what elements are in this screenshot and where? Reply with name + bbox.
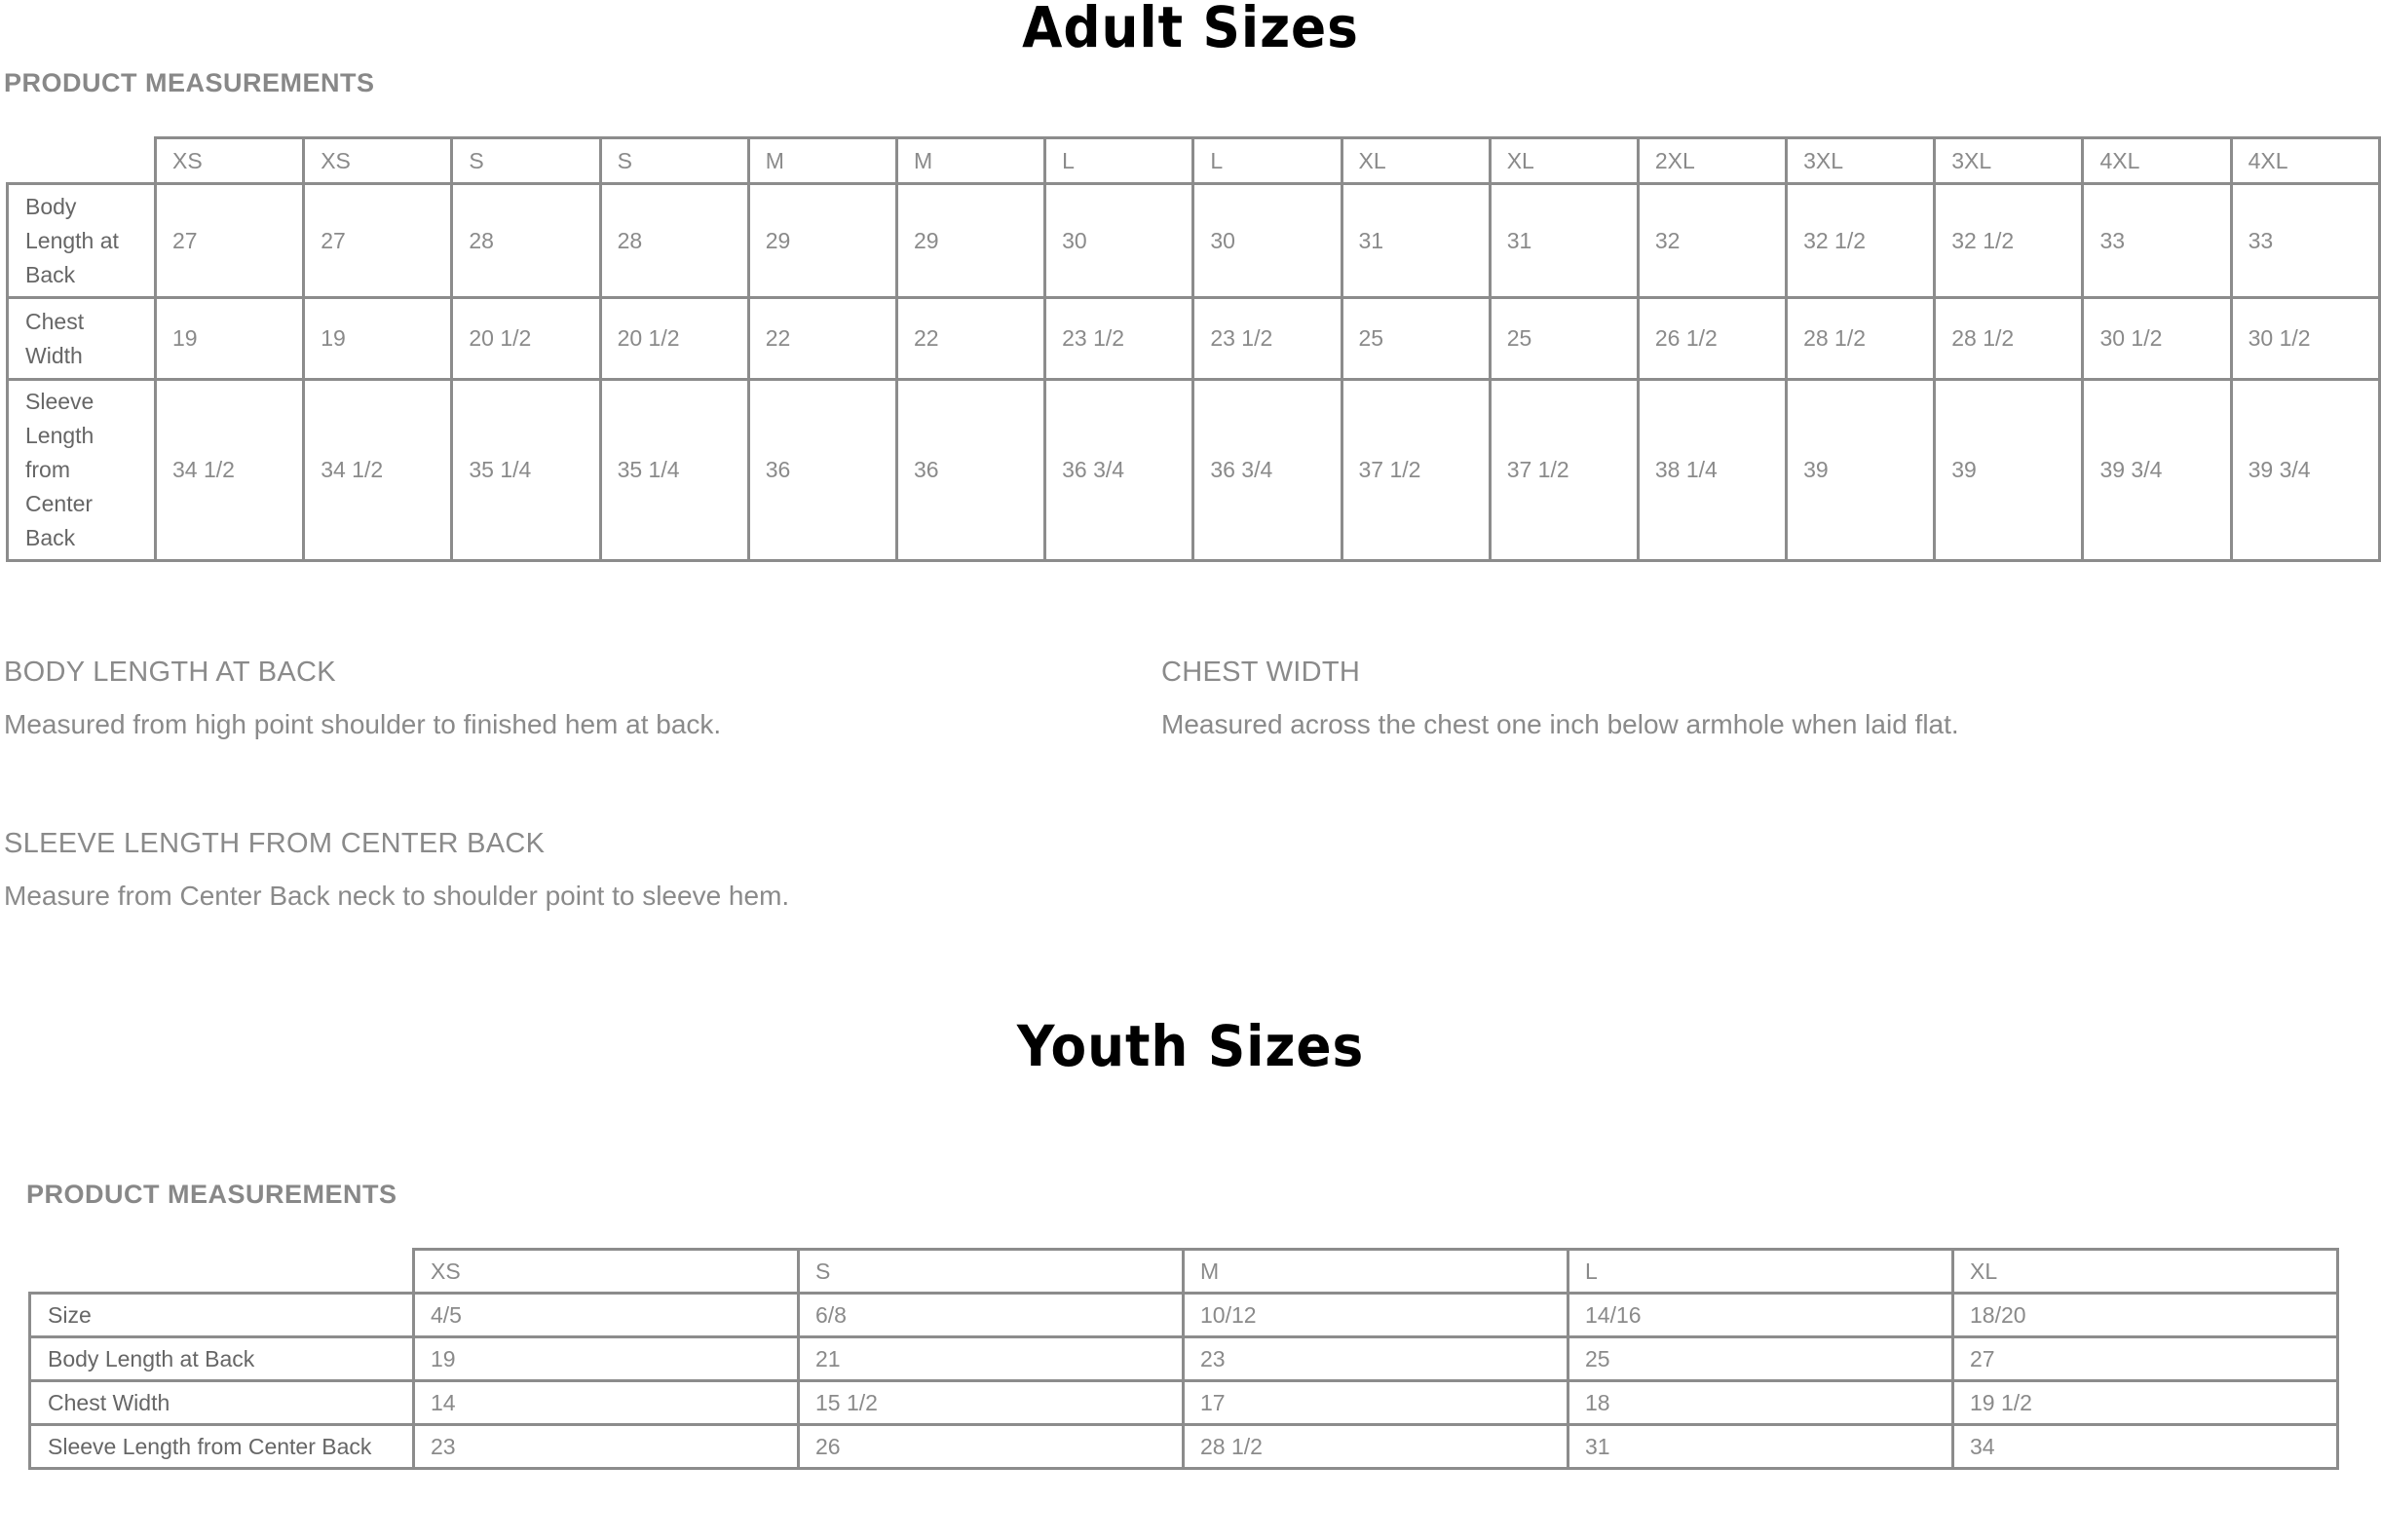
- measurement-cell: 22: [896, 298, 1044, 380]
- measurement-cell: 25: [1568, 1337, 1953, 1381]
- measurement-cell: 36 3/4: [1193, 380, 1342, 561]
- adult-sizes-title: Adult Sizes: [1022, 0, 1359, 60]
- row-label-line: Body: [25, 193, 77, 219]
- adult-measurement-row: [8, 184, 2380, 298]
- adult-measurements-table: [6, 136, 2381, 562]
- measurement-cell: 26 1/2: [1638, 298, 1786, 380]
- measurement-cell: 39: [1935, 380, 2083, 561]
- size-header-cell: L: [1045, 138, 1193, 184]
- row-label-cell: Chest Width: [30, 1381, 414, 1425]
- row-label-line: Sleeve: [25, 389, 94, 414]
- measurement-cell: 35 1/4: [600, 380, 748, 561]
- measurement-cell: 20 1/2: [600, 298, 748, 380]
- row-label-line: Back: [25, 525, 76, 550]
- measurement-cell: 28: [600, 184, 748, 298]
- measurement-cell: 36: [896, 380, 1044, 561]
- row-label-cell: [8, 184, 156, 298]
- row-label-line: from: [25, 457, 70, 482]
- measurement-cell: 19 1/2: [1953, 1381, 2338, 1425]
- measurement-cell: 22: [748, 298, 896, 380]
- measurement-cell: 31: [1490, 184, 1638, 298]
- measurement-cell: 30 1/2: [2231, 298, 2379, 380]
- measurement-cell: 23: [1184, 1337, 1568, 1381]
- adult-measurement-row: [8, 298, 2380, 380]
- size-header-cell: S: [452, 138, 600, 184]
- measurement-cell: 20 1/2: [452, 298, 600, 380]
- measurement-cell: 30: [1193, 184, 1342, 298]
- sleeve-length-description: Measure from Center Back neck to shoulder point to sleeve hem.: [4, 881, 790, 911]
- measurement-cell: 34: [1953, 1425, 2338, 1469]
- size-header-cell: M: [896, 138, 1044, 184]
- size-header-cell: 3XL: [1935, 138, 2083, 184]
- measurement-cell: 36: [748, 380, 896, 561]
- measurement-cell: 19: [414, 1337, 799, 1381]
- size-header-cell: M: [748, 138, 896, 184]
- measurement-cell: 39 3/4: [2231, 380, 2379, 561]
- measurement-cell: 27: [304, 184, 452, 298]
- measurement-cell: 30: [1045, 184, 1193, 298]
- youth-product-measurements-label: PRODUCT MEASUREMENTS: [26, 1180, 397, 1209]
- measurement-cell: 31: [1342, 184, 1490, 298]
- row-label-line: Length at: [25, 227, 119, 253]
- measurement-cell: 39 3/4: [2083, 380, 2231, 561]
- size-header-cell: XL: [1342, 138, 1490, 184]
- corner-cell: [30, 1250, 414, 1294]
- measurement-cell: 23 1/2: [1193, 298, 1342, 380]
- size-header-cell: L: [1568, 1250, 1953, 1294]
- measurement-cell: 35 1/4: [452, 380, 600, 561]
- size-header-cell: XS: [414, 1250, 799, 1294]
- measurement-cell: 4/5: [414, 1294, 799, 1337]
- measurement-cell: 32 1/2: [1787, 184, 1935, 298]
- youth-measurement-row: [30, 1381, 2338, 1425]
- corner-cell: [8, 138, 156, 184]
- youth-header-row: [30, 1250, 2338, 1294]
- measurement-cell: 23: [414, 1425, 799, 1469]
- row-label-cell: [8, 298, 156, 380]
- measurement-cell: 32: [1638, 184, 1786, 298]
- measurement-cell: 37 1/2: [1342, 380, 1490, 561]
- body-length-description: Measured from high point shoulder to finished hem at back.: [4, 709, 722, 739]
- size-header-cell: 2XL: [1638, 138, 1786, 184]
- measurement-cell: 37 1/2: [1490, 380, 1638, 561]
- measurement-cell: 26: [799, 1425, 1184, 1469]
- row-label-cell: Sleeve Length from Center Back: [30, 1425, 414, 1469]
- size-header-cell: S: [799, 1250, 1184, 1294]
- measurement-cell: 25: [1490, 298, 1638, 380]
- size-header-cell: XS: [304, 138, 452, 184]
- row-label-cell: Body Length at Back: [30, 1337, 414, 1381]
- measurement-cell: 28 1/2: [1787, 298, 1935, 380]
- measurement-cell: 28 1/2: [1935, 298, 2083, 380]
- measurement-cell: 33: [2231, 184, 2379, 298]
- measurement-cell: 34 1/2: [304, 380, 452, 561]
- measurement-cell: 30 1/2: [2083, 298, 2231, 380]
- measurement-cell: 19: [304, 298, 452, 380]
- row-label-line: Length: [25, 423, 94, 448]
- measurement-cell: 31: [1568, 1425, 1953, 1469]
- sleeve-length-heading: SLEEVE LENGTH FROM CENTER BACK: [4, 828, 546, 859]
- measurement-cell: 27: [1953, 1337, 2338, 1381]
- measurement-cell: 27: [156, 184, 304, 298]
- row-label-line: Width: [25, 342, 83, 368]
- size-header-cell: L: [1193, 138, 1342, 184]
- measurement-cell: 23 1/2: [1045, 298, 1193, 380]
- row-label-line: Back: [25, 261, 76, 287]
- measurement-cell: 15 1/2: [799, 1381, 1184, 1425]
- adult-product-measurements-label: PRODUCT MEASUREMENTS: [4, 68, 375, 97]
- measurement-cell: 39: [1787, 380, 1935, 561]
- size-header-cell: 4XL: [2231, 138, 2379, 184]
- measurement-cell: 29: [896, 184, 1044, 298]
- measurement-cell: 34 1/2: [156, 380, 304, 561]
- adult-measurement-row: [8, 380, 2380, 561]
- size-header-cell: M: [1184, 1250, 1568, 1294]
- youth-sizes-title: Youth Sizes: [1016, 1013, 1365, 1079]
- measurement-cell: 21: [799, 1337, 1184, 1381]
- youth-measurement-row: [30, 1337, 2338, 1381]
- measurement-cell: 38 1/4: [1638, 380, 1786, 561]
- adult-header-row: [8, 138, 2380, 184]
- size-header-cell: XL: [1490, 138, 1638, 184]
- measurement-cell: 19: [156, 298, 304, 380]
- measurement-cell: 14/16: [1568, 1294, 1953, 1337]
- measurement-cell: 33: [2083, 184, 2231, 298]
- body-length-heading: BODY LENGTH AT BACK: [4, 657, 336, 688]
- size-header-cell: 4XL: [2083, 138, 2231, 184]
- size-header-cell: 3XL: [1787, 138, 1935, 184]
- measurement-cell: 29: [748, 184, 896, 298]
- measurement-cell: 17: [1184, 1381, 1568, 1425]
- row-label-cell: [8, 380, 156, 561]
- measurement-cell: 28 1/2: [1184, 1425, 1568, 1469]
- size-header-cell: XS: [156, 138, 304, 184]
- row-label-line: Center: [25, 491, 94, 516]
- measurement-cell: 28: [452, 184, 600, 298]
- youth-measurement-row: [30, 1294, 2338, 1337]
- measurement-cell: 18/20: [1953, 1294, 2338, 1337]
- youth-measurements-table: [28, 1248, 2339, 1470]
- measurement-cell: 32 1/2: [1935, 184, 2083, 298]
- row-label-line: Chest: [25, 308, 85, 334]
- chest-width-heading: CHEST WIDTH: [1161, 657, 1361, 688]
- chest-width-description: Measured across the chest one inch below armhole when laid flat.: [1161, 709, 1959, 739]
- row-label-cell: Size: [30, 1294, 414, 1337]
- measurement-cell: 6/8: [799, 1294, 1184, 1337]
- measurement-cell: 14: [414, 1381, 799, 1425]
- measurement-cell: 25: [1342, 298, 1490, 380]
- measurement-cell: 18: [1568, 1381, 1953, 1425]
- youth-measurement-row: [30, 1425, 2338, 1469]
- measurement-cell: 10/12: [1184, 1294, 1568, 1337]
- measurement-cell: 36 3/4: [1045, 380, 1193, 561]
- size-header-cell: S: [600, 138, 748, 184]
- size-header-cell: XL: [1953, 1250, 2338, 1294]
